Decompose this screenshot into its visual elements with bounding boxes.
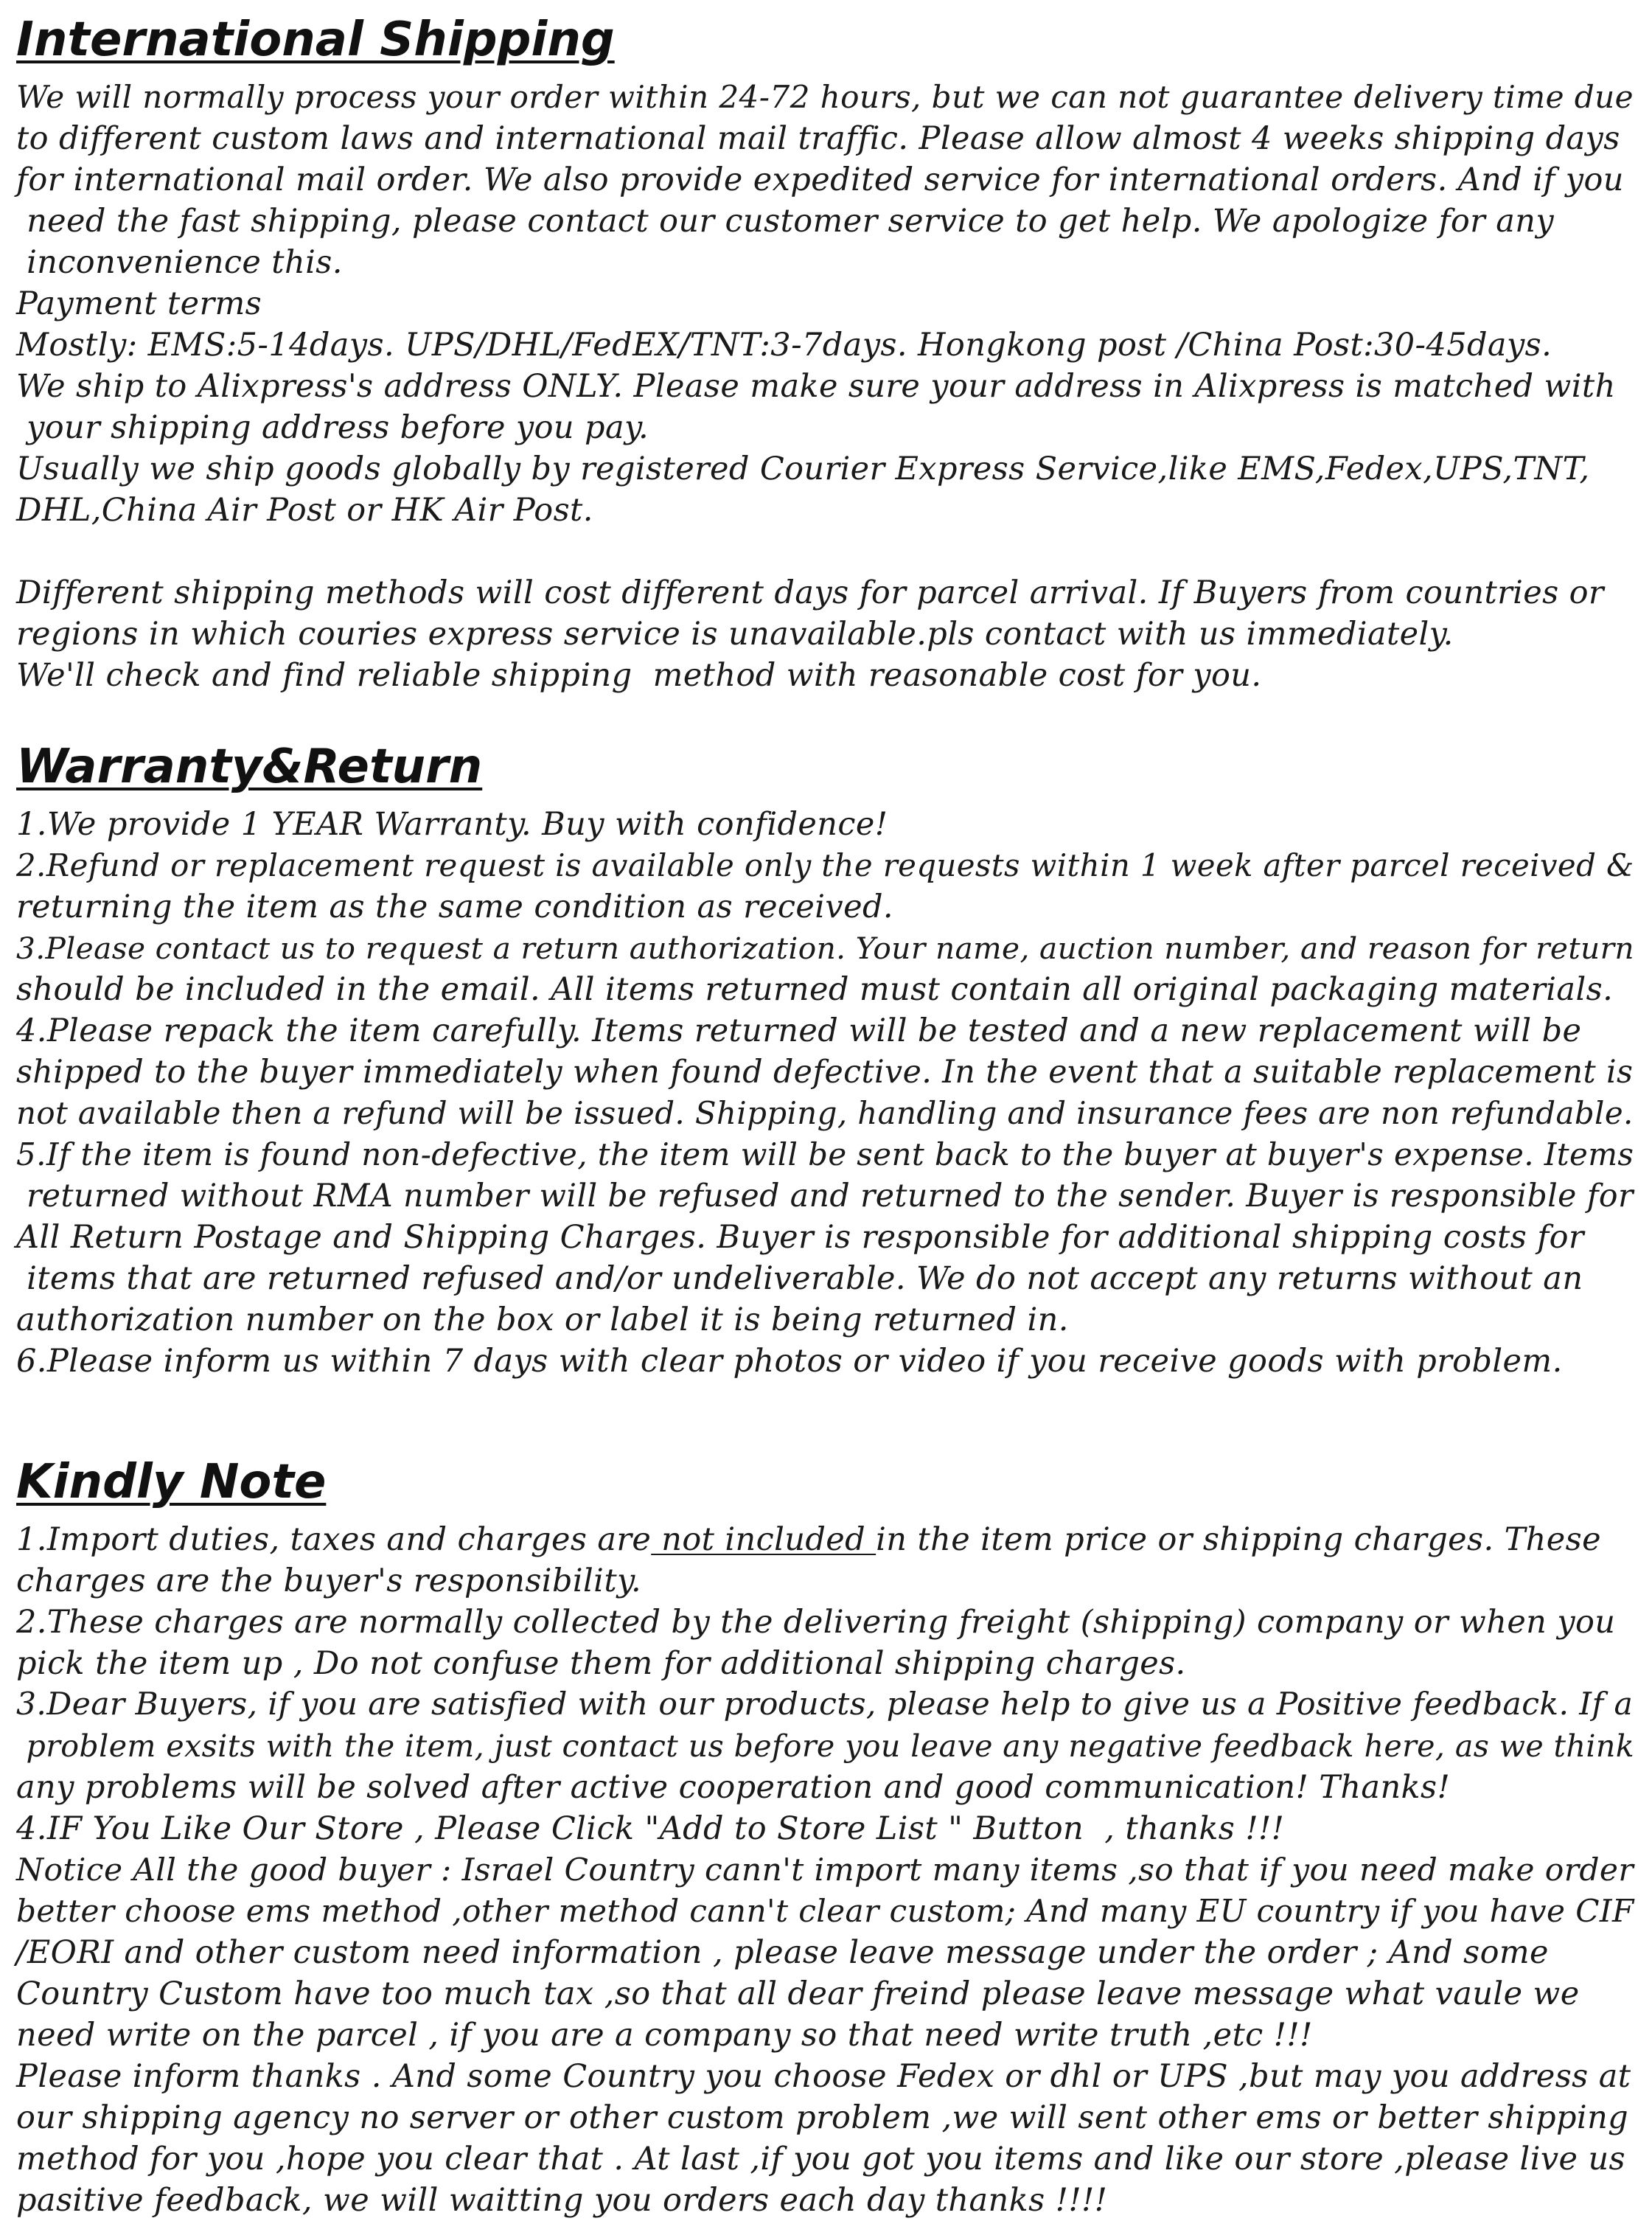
- note-line-text: in the item price or shipping charges. These: [876, 1521, 1601, 1558]
- note-line: 3.Dear Buyers, if you are satisfied with our products, please help to give us a Positive feedback. If a: [16, 1686, 1634, 1723]
- note-line: pick the item up , Do not confuse them for additional shipping charges.: [16, 1645, 1186, 1682]
- note-line: 4.IF You Like Our Store , Please Click "Add to Store List " Button , thanks !!!: [16, 1810, 1285, 1847]
- warranty-section: [16, 737, 1642, 1382]
- shipping-line: for international mail order. We also provide expedited service for international orders. And if you: [16, 161, 1624, 198]
- shipping-line: inconvenience this.: [16, 244, 343, 281]
- policy-document: [16, 10, 1642, 2221]
- shipping-line: Different shipping methods will cost different days for parcel arrival. If Buyers from countries or: [16, 574, 1604, 611]
- warranty-line: should be included in the email. All items returned must contain all original packaging materials.: [16, 971, 1614, 1008]
- notice-line: method for you ,hope you clear that . At last ,if you got you items and like our store ,please live us: [16, 2141, 1626, 2177]
- notice-line: better choose ems method ,other method cann't clear custom; And many EU country if you have CIF: [16, 1893, 1634, 1929]
- shipping-line: Mostly: EMS:5-14days. UPS/DHL/FedEX/TNT:3-7days. Hongkong post /China Post:30-45days.: [16, 327, 1552, 364]
- shipping-line: to different custom laws and international mail traffic. Please allow almost 4 weeks shipping days: [16, 120, 1620, 157]
- warranty-line: 1.We provide 1 YEAR Warranty. Buy with confidence!: [16, 806, 888, 843]
- note-line: charges are the buyer's responsibility.: [16, 1563, 642, 1599]
- shipping-line: DHL,China Air Post or HK Air Post.: [16, 492, 593, 529]
- warranty-line: returned without RMA number will be refused and returned to the sender. Buyer is responsible for: [16, 1178, 1634, 1214]
- note-line: 2.These charges are normally collected by the delivering freight (shipping) company or when you: [16, 1604, 1616, 1641]
- warranty-line: authorization number on the box or label it is being returned in.: [16, 1301, 1069, 1338]
- shipping-line: We ship to Alixpress's address ONLY. Please make sure your address in Alixpress is matched with: [16, 368, 1616, 405]
- shipping-section: [16, 10, 1642, 696]
- warranty-line: 2.Refund or replacement request is available only the requests within 1 week after parcel received &: [16, 847, 1634, 883]
- warranty-line: 3.Please contact us to request a return authorization. Your name, auction number, and reason for return: [16, 931, 1634, 966]
- shipping-line: regions in which couries express service is unavailable.pls contact with us immediately.: [16, 616, 1454, 653]
- warranty-line: 4.Please repack the item carefully. Items returned will be tested and a new replacement will be: [16, 1012, 1582, 1049]
- shipping-line: your shipping address before you pay.: [16, 409, 649, 446]
- notice-line: Please inform thanks . And some Country you choose Fedex or dhl or UPS ,but may you address at: [16, 2058, 1631, 2095]
- payment-terms-label: Payment terms: [16, 285, 262, 322]
- notice-line: need write on the parcel , if you are a company so that need write truth ,etc !!!: [16, 2017, 1313, 2054]
- warranty-line: 6.Please inform us within 7 days with clear photos or video if you receive goods with problem.: [16, 1343, 1563, 1380]
- shipping-line: We'll check and find reliable shipping method with reasonable cost for you.: [16, 657, 1262, 694]
- note-line: problem exsits with the item, just contact us before you leave any negative feedback here, as we think: [16, 1728, 1635, 1764]
- note-line: [16, 1519, 1642, 1560]
- shipping-line: We will normally process your order within 24-72 hours, but we can not guarantee delivery time due: [16, 79, 1634, 115]
- shipping-line: Usually we ship goods globally by registered Courier Express Service,like EMS,Fedex,UPS,TNT,: [16, 451, 1590, 487]
- notice-line: Country Custom have too much tax ,so that all dear freind please leave message what vaule we: [16, 1975, 1580, 2012]
- notice-line: our shipping agency no server or other custom problem ,we will sent other ems or better shipping: [16, 2099, 1629, 2136]
- notice-line: Notice All the good buyer : Israel Country cann't import many items ,so that if you need make order: [16, 1852, 1634, 1888]
- notice-line: /EORI and other custom need information , please leave message under the order ; And some: [16, 1934, 1549, 1971]
- warranty-line: All Return Postage and Shipping Charges. Buyer is responsible for additional shipping costs for: [16, 1219, 1584, 1256]
- warranty-line: returning the item as the same condition as received.: [16, 889, 893, 925]
- shipping-heading: International Shipping: [16, 13, 615, 67]
- warranty-line: items that are returned refused and/or undeliverable. We do not accept any returns without an: [16, 1260, 1583, 1297]
- warranty-line: not available then a refund will be issued. Shipping, handling and insurance fees are non refundable.: [16, 1095, 1634, 1131]
- warranty-line: 5.If the item is found non-defective, the item will be sent back to the buyer at buyer's expense. Items: [16, 1136, 1634, 1172]
- not-included-emphasis: not included: [651, 1521, 876, 1558]
- note-line: any problems will be solved after active cooperation and good communication! Thanks!: [16, 1769, 1451, 1806]
- note-heading: Kindly Note: [16, 1455, 327, 1509]
- note-line-text: 1.Import duties, taxes and charges are: [16, 1521, 652, 1558]
- note-section: [16, 1453, 1642, 2221]
- warranty-line: shipped to the buyer immediately when found defective. In the event that a suitable replacement is: [16, 1054, 1634, 1091]
- notice-line: pasitive feedback, we will waitting you orders each day thanks !!!!: [16, 2182, 1108, 2219]
- warranty-heading: Warranty&Return: [16, 740, 483, 794]
- shipping-line: need the fast shipping, please contact our customer service to get help. We apologize for any: [16, 203, 1555, 240]
